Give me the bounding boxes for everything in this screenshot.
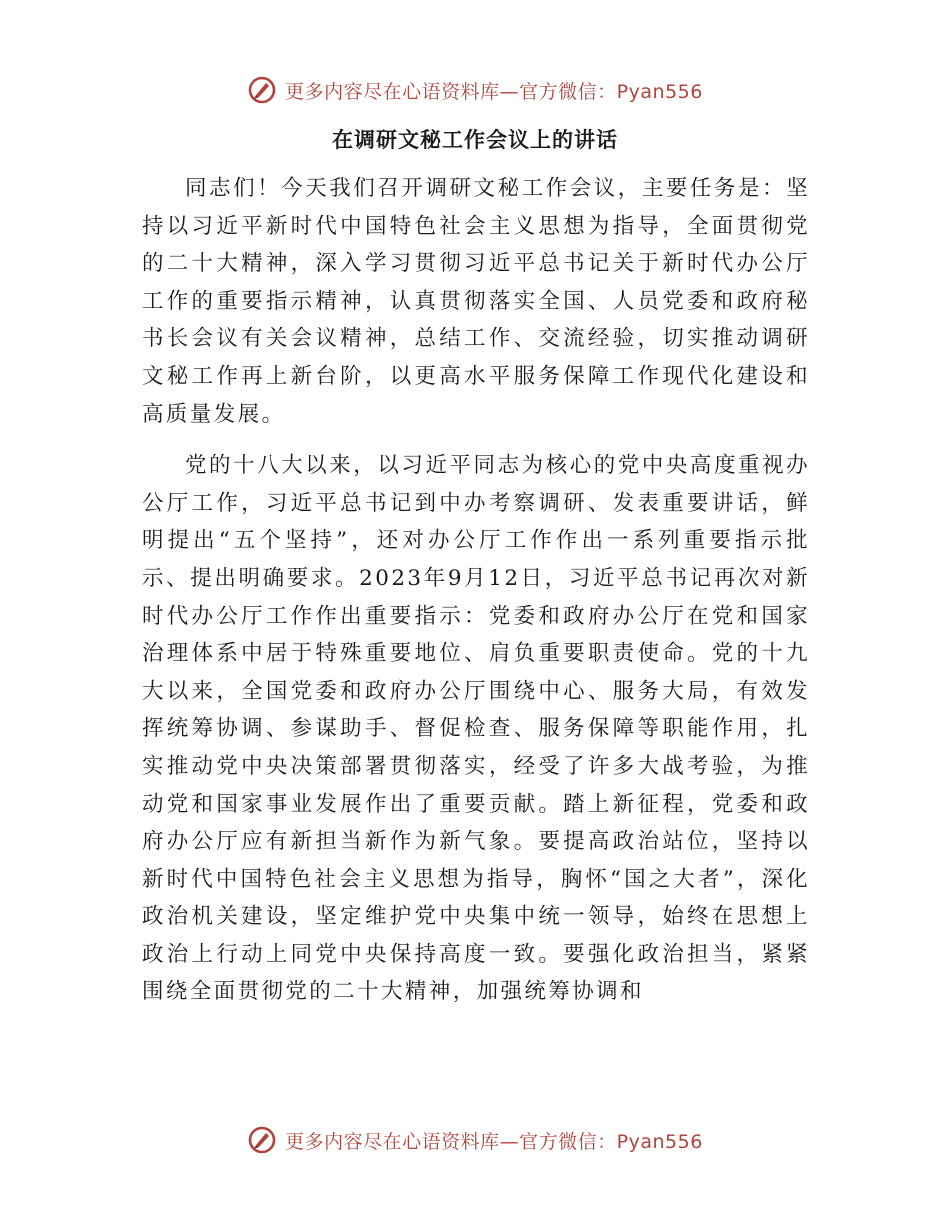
watermark-text-top: 更多内容尽在心语资料库—官方微信：Pyan556	[285, 80, 703, 103]
document-body	[142, 170, 810, 1025]
paragraph-1: 同志们！今天我们召开调研文秘工作会议，主要任务是：坚持以习近平新时代中国特色社会主义思想为指导，全面贯彻党的二十大精神，深入学习贯彻习近平总书记关于新时代办公厅工作的重要指示精神，认真贯彻落实全国、人员党委和政府秘书长会议有关会议精神，总结工作、交流经验，切实推动调研文秘工作再上新台阶，以更高水平服务保障工作现代化建设和高质量发展。	[142, 176, 810, 427]
watermark-banner-bottom	[0, 1120, 950, 1160]
document-title: 在调研文秘工作会议上的讲话	[332, 127, 618, 152]
paragraph-2: 党的十八大以来，以习近平同志为核心的党中央高度重视办公厅工作，习近平总书记到中办考察调研、发表重要讲话，鲜明提出“五个坚持”，还对办公厅工作作出一系列重要指示批示、提出明确要求。2023年9月12日，习近平总书记再次对新时代办公厅工作作出重要指示：党委和政府办公厅在党和国家治理体系中居于特殊重要地位、肩负重要职责使命。党的十九大以来，全国党委和政府办公厅围绕中心、服务大局，有效发挥统筹协调、参谋助手、督促检查、服务保障等职能作用，扎实推动党中央决策部署贯彻落实，经受了许多大战考验，为推动党和国家事业发展作出了重要贡献。踏上新征程，党委和政府办公厅应有新担当新作为新气象。要提高政治站位，坚持以新时代中国特色社会主义思想为指导，胸怀“国之大者”，深化政治机关建设，坚定维护党中央集中统一领导，始终在思想上政治上行动上同党中央保持高度一致。要强化政治担当，紧紧围绕全面贯彻党的二十大精神，加强统筹协调和	[142, 453, 810, 1005]
watermark-banner-top	[0, 70, 950, 110]
watermark-text-bottom: 更多内容尽在心语资料库—官方微信：Pyan556	[285, 1130, 703, 1153]
brand-logo-icon	[247, 75, 277, 105]
brand-logo-icon	[247, 1125, 277, 1155]
